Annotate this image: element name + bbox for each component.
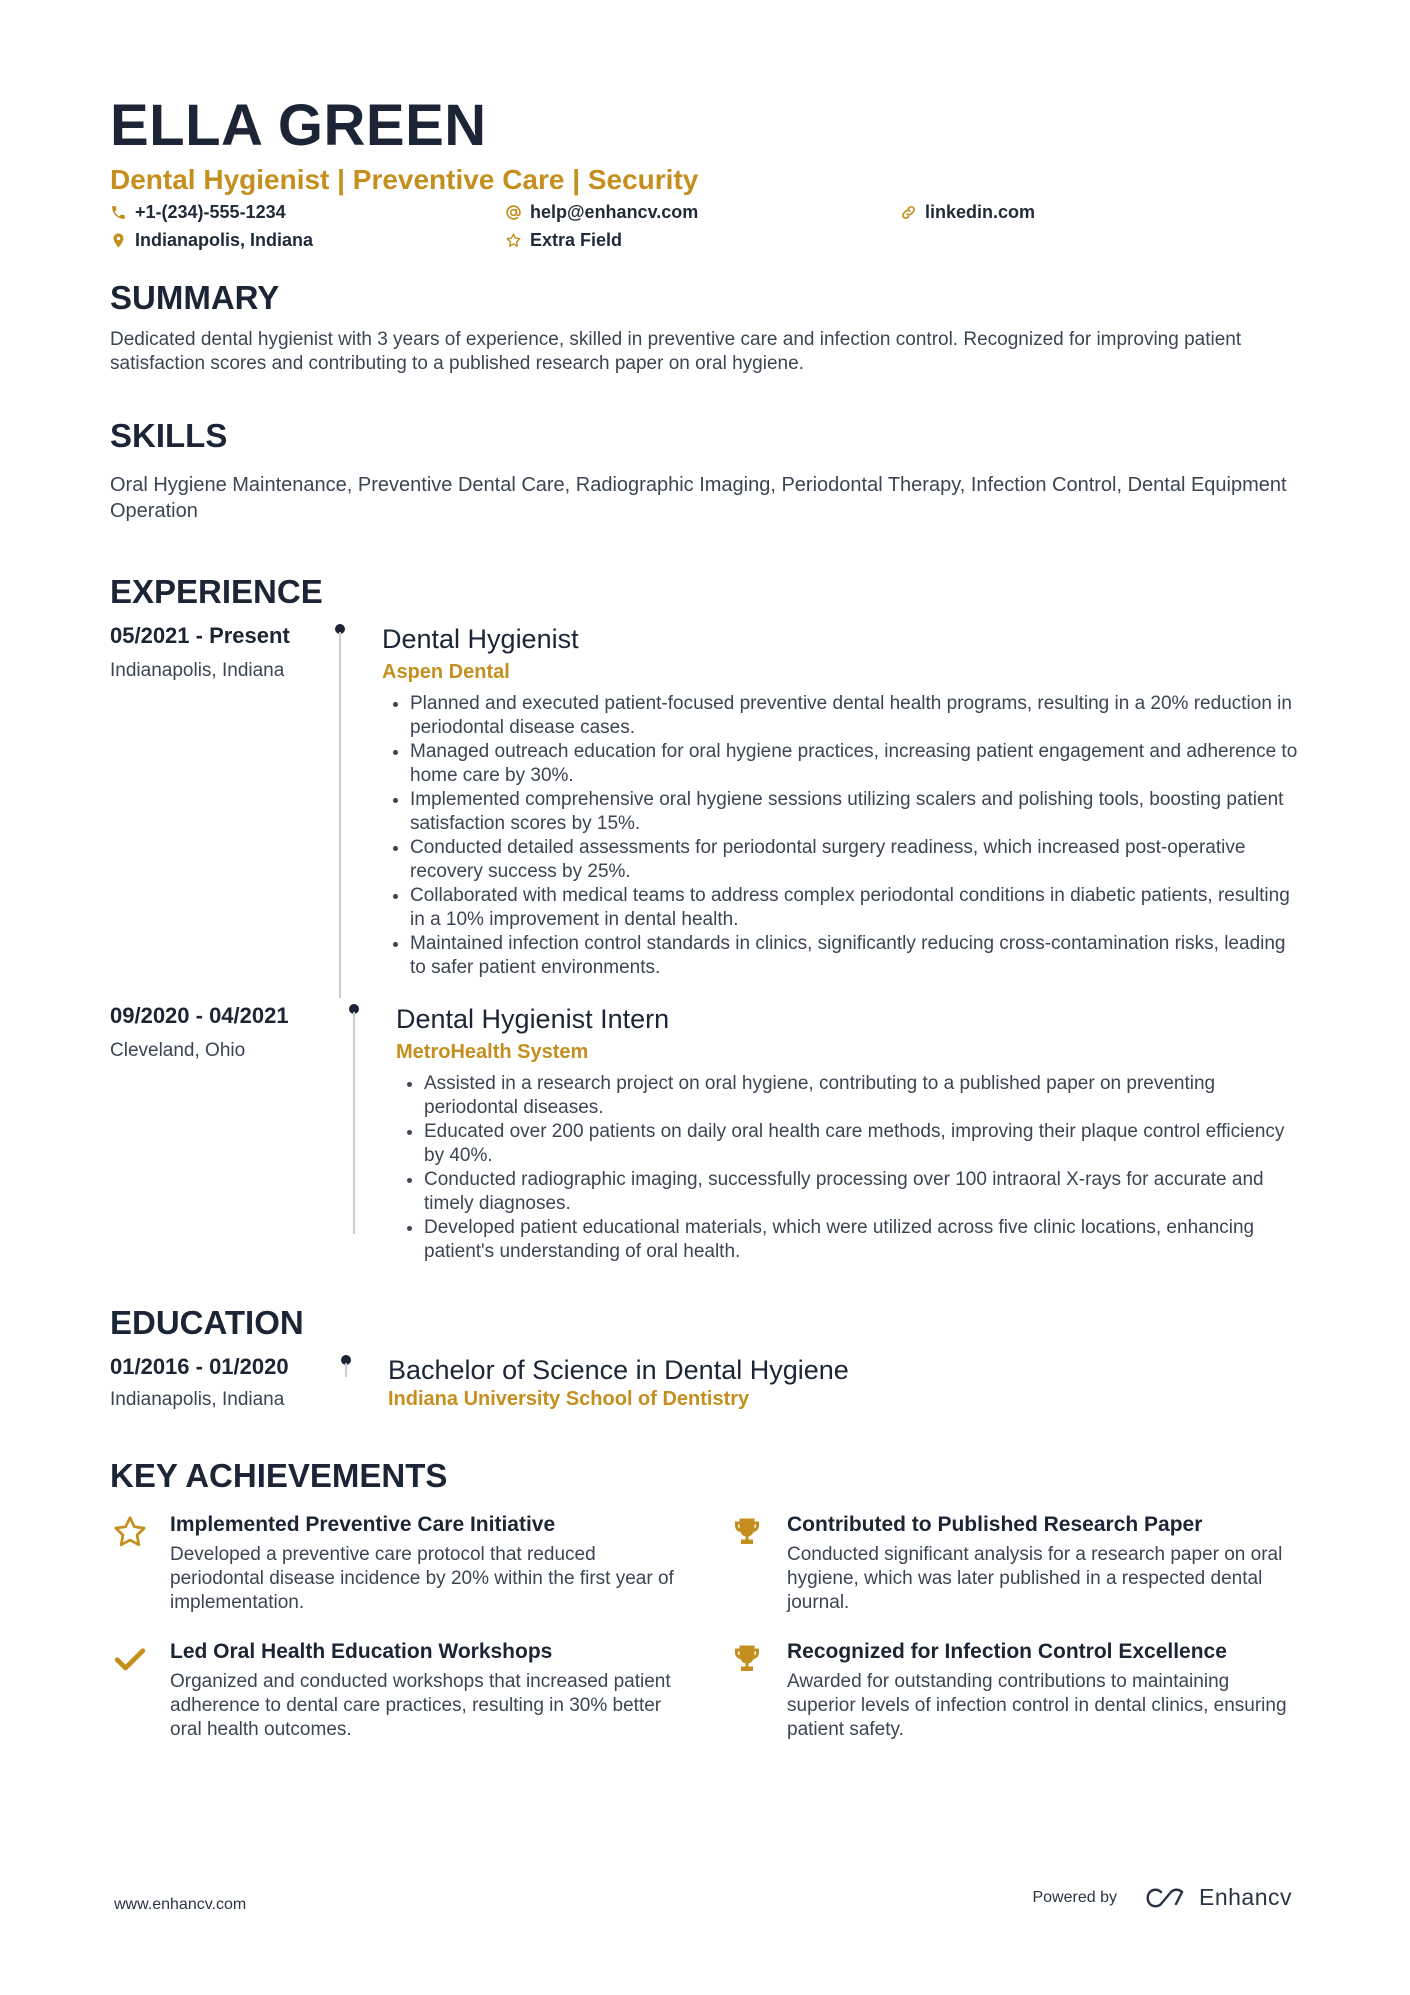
location-pin-icon	[110, 232, 127, 249]
achievement-title: Contributed to Published Research Paper	[787, 1513, 1203, 1536]
contact-location	[110, 230, 505, 251]
list-item: • Planned and executed patient-focused preventive dental health programs, resulting in a 20% reduction in periodontal disease cases.	[410, 692, 1300, 740]
achievements-grid	[112, 1512, 1289, 1742]
skills-text: Oral Hygiene Maintenance, Preventive Dental Care, Radiographic Imaging, Periodontal Therapy, Infection Control, Dental Equipment Operation	[110, 474, 1287, 523]
achievements-section	[110, 1458, 1300, 1494]
achievement-desc: Organized and conducted workshops that increased patient adherence to dental care practices, resulting in 30% better oral health outcomes.	[170, 1671, 671, 1741]
experience-bullets	[382, 692, 1300, 980]
contact-extra	[505, 230, 900, 251]
enhancv-logo-icon	[1143, 1886, 1189, 1910]
achievement-item	[729, 1512, 1289, 1615]
achievement-title: Implemented Preventive Care Initiative	[170, 1513, 556, 1536]
candidate-title: Dental Hygienist | Preventive Care | Security	[110, 163, 699, 195]
brand-text: Enhancv	[1198, 1884, 1292, 1910]
powered-by-text: Powered by	[1032, 1888, 1117, 1906]
check-icon	[112, 1641, 148, 1677]
email-text: help@enhancv.com	[530, 202, 699, 223]
experience-section	[110, 574, 1300, 1274]
list-item: • Collaborated with medical teams to address complex periodontal conditions in diabetic patients, resulting in a 10% improvement in dental health.	[410, 884, 1300, 932]
list-item: • Implemented comprehensive oral hygiene sessions utilizing scalers and polishing tools, boosting patient satisfaction scores by 15%.	[410, 788, 1300, 836]
list-item: • Educated over 200 patients on daily oral health care methods, improving their plaque control efficiency by 40%.	[424, 1120, 1300, 1168]
footer-website[interactable]: www.enhancv.com	[114, 1896, 247, 1913]
timeline-line	[339, 632, 341, 998]
achievement-desc: Conducted significant analysis for a research paper on oral hygiene, which was later published in a respected dental journal.	[787, 1544, 1283, 1614]
skills-section	[110, 418, 1300, 524]
link-icon	[900, 204, 917, 221]
trophy-icon	[729, 1641, 765, 1677]
experience-meta	[110, 1004, 350, 1062]
experience-location: Cleveland, Ohio	[110, 1040, 246, 1062]
timeline-line	[345, 1363, 347, 1377]
education-location: Indianapolis, Indiana	[110, 1389, 285, 1411]
trophy-icon	[729, 1514, 765, 1550]
contact-info	[110, 202, 1300, 251]
list-item: • Maintained infection control standards in clinics, significantly reducing cross-contamination risks, leading to safer patient environments.	[410, 932, 1300, 980]
linkedin-text: linkedin.com	[925, 202, 1036, 223]
achievement-title: Recognized for Infection Control Excellence	[787, 1640, 1227, 1664]
experience-location: Indianapolis, Indiana	[110, 660, 285, 682]
achievement-item	[729, 1639, 1289, 1742]
skills-heading: SKILLS	[110, 417, 228, 454]
phone-text: +1-(234)-555-1234	[135, 202, 286, 223]
achievements-heading: KEY ACHIEVEMENTS	[110, 1457, 448, 1494]
experience-role: Dental Hygienist Intern	[396, 1004, 670, 1034]
education-date: 01/2016 - 01/2020	[110, 1354, 289, 1379]
summary-section	[110, 280, 1300, 376]
experience-bullets	[396, 1072, 1300, 1264]
education-meta	[110, 1355, 360, 1411]
summary-text: Dedicated dental hygienist with 3 years of experience, skilled in preventive care and infection control. Recognized for improving patient satisfaction scores and contributing to a published research paper on oral hygiene.	[110, 329, 1242, 375]
star-outline-icon	[505, 232, 522, 249]
candidate-name: ELLA GREEN	[110, 93, 487, 158]
education-section	[110, 1305, 1300, 1425]
achievement-item	[112, 1639, 729, 1742]
list-item: • Conducted detailed assessments for periodontal surgery readiness, which increased post-operative recovery success by 25%.	[410, 836, 1300, 884]
education-details	[388, 1355, 1300, 1411]
education-school[interactable]: Indiana University School of Dentistry	[388, 1388, 750, 1411]
list-item: • Conducted radiographic imaging, successfully processing over 100 intraoral X-rays for accurate and timely diagnoses.	[424, 1168, 1300, 1216]
experience-details	[396, 1004, 1300, 1264]
experience-date: 09/2020 - 04/2021	[110, 1003, 289, 1028]
achievement-title: Led Oral Health Education Workshops	[170, 1640, 553, 1664]
location-text: Indianapolis, Indiana	[135, 230, 314, 251]
experience-company[interactable]: Aspen Dental	[382, 661, 510, 684]
experience-details	[382, 624, 1300, 980]
experience-role: Dental Hygienist	[382, 624, 579, 654]
contact-email[interactable]	[505, 202, 900, 223]
list-item: • Managed outreach education for oral hygiene practices, increasing patient engagement and adherence to home care by 30%.	[410, 740, 1300, 788]
achievement-desc: Awarded for outstanding contributions to maintaining superior levels of infection control in dental clinics, ensuring patient safety.	[787, 1671, 1287, 1741]
list-item: • Developed patient educational materials, which were utilized across five clinic locations, enhancing patient's understanding of oral health.	[424, 1216, 1300, 1264]
at-icon	[505, 204, 522, 221]
resume-page	[110, 93, 1300, 251]
list-item: • Assisted in a research project on oral hygiene, contributing to a published paper on preventing periodontal diseases.	[424, 1072, 1300, 1120]
phone-icon	[110, 204, 127, 221]
achievement-desc: Developed a preventive care protocol that reduced periodontal disease incidence by 20% within the first year of implementation.	[170, 1544, 674, 1614]
contact-linkedin[interactable]	[900, 202, 1295, 223]
achievement-item	[112, 1512, 729, 1615]
experience-date: 05/2021 - Present	[110, 623, 290, 648]
education-degree: Bachelor of Science in Dental Hygiene	[388, 1355, 849, 1385]
contact-phone[interactable]	[110, 202, 505, 223]
experience-company[interactable]: MetroHealth System	[396, 1041, 589, 1064]
enhancv-logo[interactable]	[1143, 1884, 1292, 1911]
timeline-line	[353, 1012, 355, 1234]
experience-heading: EXPERIENCE	[110, 573, 323, 610]
education-heading: EDUCATION	[110, 1304, 304, 1341]
summary-heading: SUMMARY	[110, 279, 280, 316]
experience-meta	[110, 624, 340, 682]
footer-powered	[1032, 1884, 1292, 1911]
extra-field-text: Extra Field	[530, 230, 623, 251]
star-icon	[112, 1514, 148, 1550]
